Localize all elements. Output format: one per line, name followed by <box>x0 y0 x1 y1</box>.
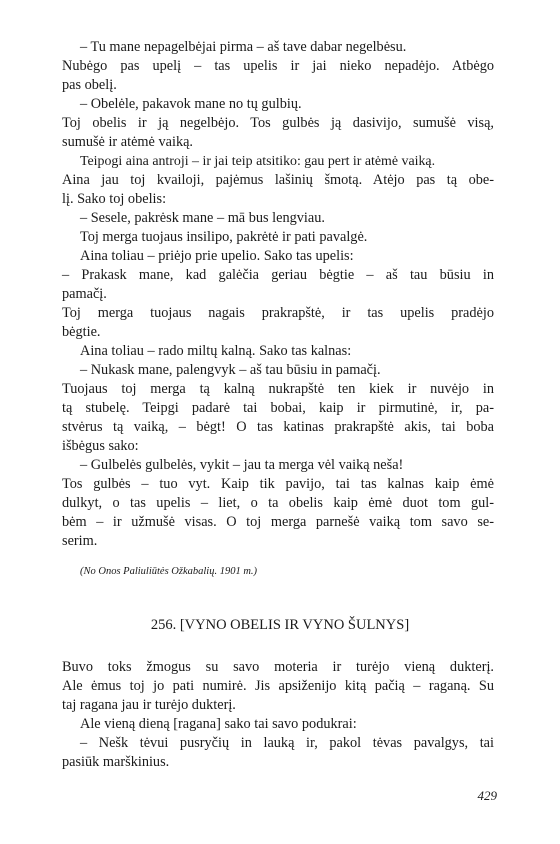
text-line: Aina toliau – priėjo prie upelio. Sako tas upelis: <box>80 248 354 264</box>
text-line: Toj obelis ir ją negelbėjo. Tos gulbės ją dasivijo, sumušė visą, <box>62 115 494 131</box>
text-line: – Prakask mane, kad galėčia geriau bėgtie – aš tau būsiu in <box>62 267 494 283</box>
text-line: pasiūk marškinius. <box>62 754 170 770</box>
text-line: Toj merga tuojaus nagais prakrapštė, ir tas upelis pradėjo <box>62 305 494 321</box>
text-line: – Gulbelės gulbelės, vykit – jau ta merga vėl vaiką neša! <box>80 457 404 473</box>
text-line: bėgtie. <box>62 324 101 340</box>
text-line: Ale ėmus toj jo pati numirė. Jis apsiženijo kitą pačią – raganą. Su <box>62 678 494 694</box>
text-line: – Nukask mane, palengvyk – aš tau būsiu in pamačį. <box>80 362 381 378</box>
text-line: – Tu mane nepagelbėjai pirma – aš tave dabar negelbėsu. <box>80 39 407 55</box>
section-heading: 256. [VYNO OBELIS IR VYNO ŠULNYS] <box>150 617 410 633</box>
text-line: pas obelį. <box>62 77 117 93</box>
text-line: Buvo toks žmogus su savo moteria ir turėjo vieną dukterį. <box>62 659 494 675</box>
text-line: Aina jau toj kvailoji, pajėmus lašinių šmotą. Atėjo pas tą obe- <box>62 172 494 188</box>
page-number: 429 <box>477 788 497 803</box>
text-line: pamačį. <box>62 286 107 302</box>
text-line: Aina toliau – rado miltų kalną. Sako tas kalnas: <box>80 343 352 359</box>
text-line: serim. <box>62 533 98 549</box>
text-line: išbėgus sako: <box>62 438 139 454</box>
text-line: lį. Sako toj obelis: <box>62 191 167 207</box>
text-line: stvėrus tą vaiką, – bėgt! O tas katinas prakrapštė akis, tai boba <box>62 419 494 435</box>
source-note: (No Onos Paliuliūtės Ožkabalių. 1901 m.) <box>80 566 258 577</box>
text-line: tą stubelę. Teipgi padarė tai bobai, kaip ir pirmutinė, ir, pa- <box>62 400 494 416</box>
text-line: – Nešk tėvui pusryčių in lauką ir, pakol tėvas pavalgys, tai <box>80 735 494 751</box>
text-line: Tuojaus toj merga tą kalną nukrapštė ten kiek ir nuvėjo in <box>62 381 494 397</box>
text-line: dulkyt, o tas upelis – liet, o ta obelis kaip ėmė duot tom gul- <box>62 495 494 511</box>
text-line: taj ragana jau ir turėjo dukterį. <box>62 697 236 713</box>
text-line: Teipogi aina antroji – ir jai teip atsitiko: gau pert ir atėmė vaiką. <box>80 154 436 169</box>
text-line: – Obelėle, pakavok mane no tų gulbių. <box>80 96 302 112</box>
text-line: – Sesele, pakrėsk mane – mā bus lengviau. <box>80 210 325 226</box>
text-line: bėm – ir užmušė visas. O toj merga parnešė vaiką tom savo se- <box>62 514 494 530</box>
text-line: sumušė ir atėmė vaiką. <box>62 134 194 150</box>
text-line: Ale vieną dieną [ragana] sako tai savo podukrai: <box>80 716 357 732</box>
text-line: Tos gulbės – tuo vyt. Kaip tik pavijo, tai tas kalnas kaip ėmė <box>62 476 494 492</box>
text-line: Nubėgo pas upelį – tas upelis ir jai nieko nepadėjo. Atbėgo <box>62 58 494 74</box>
text-line: Toj merga tuojaus insilipo, pakrėtė ir pati pavalgė. <box>80 229 368 245</box>
